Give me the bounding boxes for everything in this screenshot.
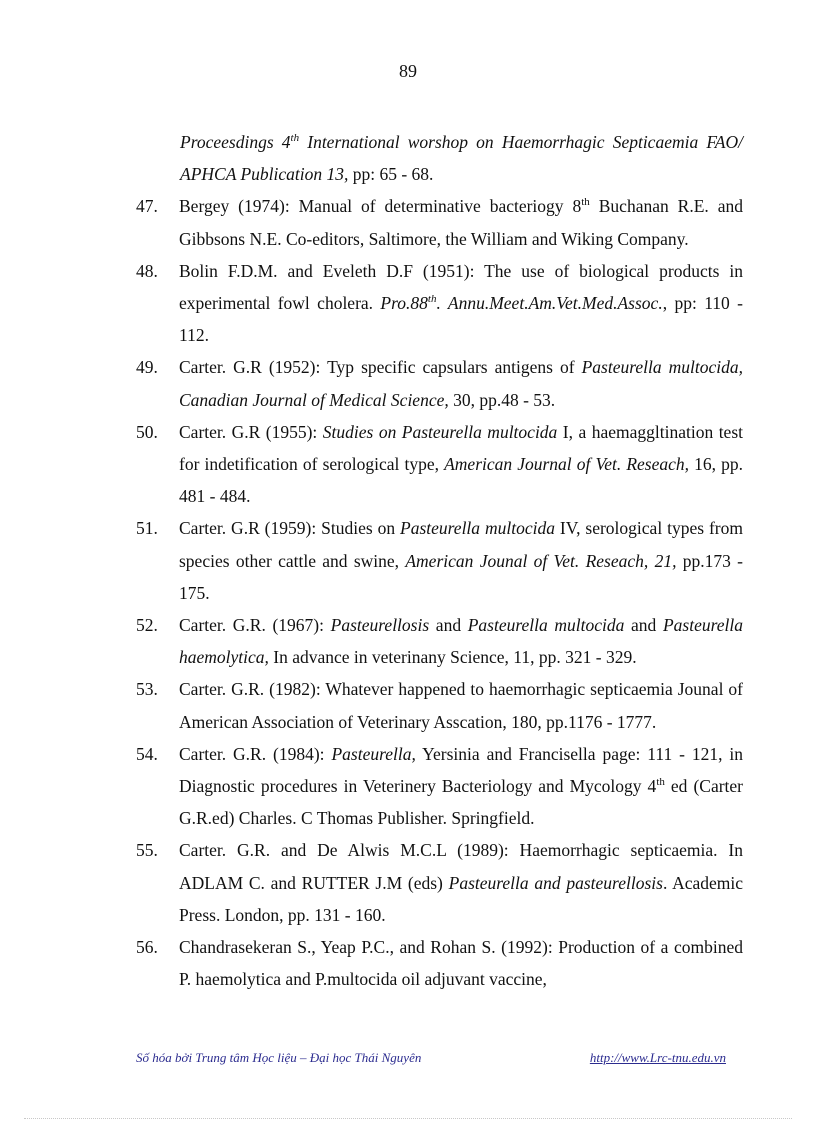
reference-text: ed (Carter G.R.ed) Charles. C Thomas Publisher. Springfield. [179, 776, 743, 829]
italic-text: Proceesdings 4 [180, 132, 291, 152]
reference-item [136, 351, 743, 415]
reference-item [136, 931, 743, 995]
italic-text: Pasteurella haemolytica, [179, 615, 743, 668]
italic-text: Studies on Pasteurella multocida [322, 421, 558, 442]
reference-text: Carter. G.R (1955): [179, 421, 323, 442]
reference-text: Carter. G.R. (1967): [179, 615, 331, 636]
reference-item [136, 126, 743, 190]
reference-text: and [624, 615, 663, 636]
reference-text: Carter. G.R. and De Alwis M.C.L (1989): Haemorrhagic septicaemia. In ADLAM C. and RUTTER J.M (eds) [179, 840, 743, 893]
reference-text: Carter. G.R. (1984): [179, 743, 332, 764]
reference-number: 55. [136, 840, 158, 861]
footer-link[interactable]: http://www.Lrc-tnu.edu.vn [589, 1050, 726, 1065]
reference-number: 52. [136, 615, 158, 636]
reference-text: Bergey (1974): Manual of determinative bacteriogy 8 [179, 196, 582, 217]
reference-text: Carter. G.R. (1982): Whatever happened to haemorrhagic septicaemia Jounal of American Association of Veterinary Asscation, 180, pp.1176 - 1777. [179, 679, 743, 732]
reference-text: Buchanan R.E. and Gibbsons N.E. Co-editors, Saltimore, the William and Wiking Company. [179, 196, 743, 249]
reference-text: pp.173 - 175. [179, 550, 744, 603]
reference-item [136, 673, 743, 737]
superscript: th [290, 132, 300, 144]
reference-item [136, 512, 743, 609]
reference-item [136, 834, 743, 931]
reference-number: 48. [136, 260, 158, 281]
reference-text: In advance in veterinany Science, 11, pp. 321 - 329. [268, 647, 637, 668]
italic-text: . Annu.Meet.Am.Vet.Med.Assoc. [436, 293, 663, 314]
reference-text: 16, pp. 481 - 484. [179, 454, 743, 507]
reference-number: 54. [136, 743, 158, 764]
superscript: th [427, 293, 437, 306]
page-number: 89 [399, 61, 417, 81]
reference-text: Carter. G.R (1959): Studies on [179, 518, 401, 539]
reference-number: 47. [136, 196, 158, 217]
italic-text: Pasteurellosis [330, 615, 430, 636]
reference-text: pp: 65 - 68. [348, 164, 434, 185]
reference-item [136, 609, 743, 673]
reference-text: Yersinia and Francisella page: 111 - 121, in Diagnostic procedures in Veterinery Bacteriology and Mycology 4 [179, 743, 743, 797]
reference-text: I, a haemaggltination test for indetification of serological type, [179, 421, 744, 475]
reference-text: Bolin F.D.M. and Eveleth D.F (1951): The use of biological products in experimental fowl cholera. [179, 260, 743, 314]
reference-text: 30, pp.48 - 53. [448, 389, 556, 410]
italic-text: Pasteurella multocida [400, 518, 555, 539]
bottom-divider [24, 1118, 792, 1119]
reference-text: and [429, 615, 468, 636]
superscript: th [581, 196, 590, 209]
reference-text: Chandrasekeran S., Yeap P.C., and Rohan S. (1992): Production of a combined P. haemolytica and P.multocida oil adjuvant vaccine, [179, 937, 743, 990]
italic-text: American Journal of Vet. Reseach, [444, 454, 690, 475]
reference-text: Carter. G.R (1952): Typ specific capsulars antigens of [179, 357, 582, 378]
reference-number: 53. [136, 679, 158, 700]
reference-item [136, 416, 743, 513]
reference-text: IV, serological types from species other cattle and swine, [179, 518, 743, 571]
reference-item [136, 738, 743, 835]
reference-number: 56. [136, 937, 158, 958]
reference-text: , pp: 110 - 112. [179, 293, 743, 346]
reference-item [136, 190, 743, 254]
italic-text: Pasteurella multocida, Canadian Journal of Medical Science, [179, 357, 743, 410]
footer-credit: Số hóa bởi Trung tâm Học liệu – Đại học Thái Nguyên [136, 1050, 422, 1065]
superscript: th [656, 776, 665, 789]
italic-text: Pasteurella, [331, 743, 416, 764]
italic-text: American Jounal of Vet. Reseach, 21, [405, 550, 677, 571]
reference-list [136, 126, 743, 995]
reference-number: 51. [136, 518, 158, 539]
reference-item [136, 255, 743, 352]
italic-text: Pasteurella and pasteurellosis [448, 872, 663, 893]
italic-text: Pro.88 [380, 293, 428, 314]
reference-text: . Academic Press. London, pp. 131 - 160. [179, 872, 744, 925]
italic-text: International worshop on Haemorrhagic Septicaemia FAO/ APHCA Publication 13, [180, 132, 743, 185]
reference-number: 49. [136, 357, 158, 378]
italic-text: Pasteurella multocida [467, 615, 625, 636]
reference-number: 50. [136, 421, 158, 442]
